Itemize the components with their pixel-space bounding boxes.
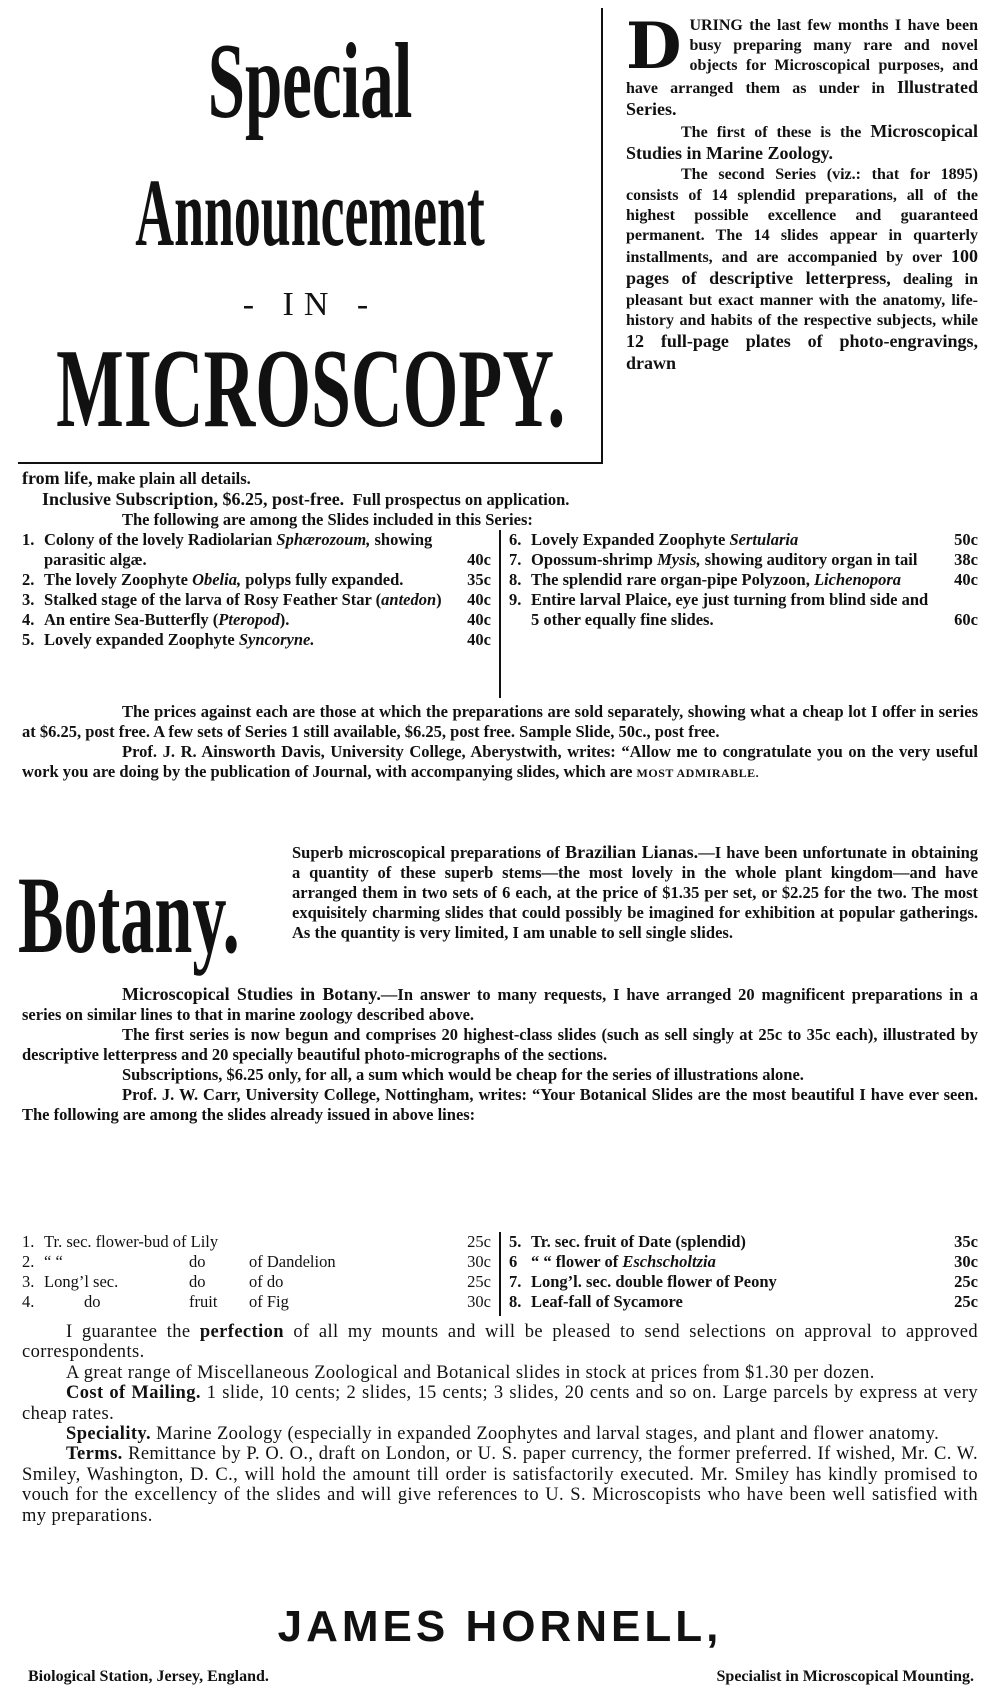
slide-col-2: do <box>189 1272 206 1291</box>
botany-series-paragraph: The first series is now begun and comprises 20 highest-class slides (such as sell singly at 25c to 35c each), illustrated by descriptive letterpress and 20 specially beautiful photo-micrographs of the sections. <box>22 1025 978 1064</box>
slide-number: 1. <box>22 1232 35 1251</box>
slide-description: Lovely expanded Zoophyte Syncoryne. <box>44 630 315 649</box>
continuation-line <box>22 468 978 489</box>
botany-slide-item <box>22 1292 491 1312</box>
botany-subscription-paragraph: Subscriptions, $6.25 only, for all, a sum which would be cheap for the series of illustrations alone. <box>122 1065 804 1084</box>
continuation-bold: from life, <box>22 468 93 488</box>
slide-item <box>22 570 491 590</box>
slide-description: Colony of the lovely Radiolarian Sphærozoum, showing parasitic algæ. <box>44 530 433 569</box>
slide-species: Eschscholtzia <box>622 1252 716 1271</box>
slide-col-1: Long’l sec. <box>44 1272 119 1291</box>
slide-species: antedon <box>381 590 437 609</box>
list-intro <box>22 510 978 530</box>
slide-price: 40c <box>467 610 491 629</box>
intro-bold-4: 12 full-page plates of photo-engravings, drawn <box>626 331 978 374</box>
intro-bold-1: Illustrated Series. <box>626 76 979 119</box>
slide-price: 25c <box>467 1232 491 1251</box>
intro-text-3: The second Series (viz.: that for 1895) consists of 14 splendid preparations, all of the highest possible excellence and guaranteed permanent. The 14 slides appear in quarterly installments, and are accompanied by over <box>626 166 978 267</box>
guarantee-paragraph <box>22 1322 978 1363</box>
slide-item <box>509 550 978 570</box>
intro-text-2: The first of these is the <box>681 124 862 142</box>
botany-list-left <box>22 1232 491 1316</box>
slide-price: 40c <box>467 550 491 569</box>
prices-note: The prices against each are those at which the preparations are sold separately, showing what a cheap lot I offer in series at $6.25, post free. A few sets of Series 1 still available, $6.25, post free. Sample Slide, 50c., post free. <box>22 702 978 741</box>
slide-description: Entire larval Plaice, eye just turning from blind side and 5 other equally fine slides. <box>530 590 929 629</box>
zoology-list-left <box>22 530 491 698</box>
slide-description: An entire Sea-Butterfly (Pteropod). <box>44 610 290 629</box>
title-special <box>18 14 603 144</box>
prices-and-testimonial <box>22 702 978 783</box>
zoology-slide-list <box>22 530 978 698</box>
slide-col-2: fruit <box>189 1292 218 1311</box>
guarantee-text-b: of all my mounts and will be pleased to send selections on approval to approved correspondents. <box>22 1322 978 1363</box>
subscription-bold: Inclusive Subscription, $6.25, post-free. <box>42 489 345 509</box>
speciality-paragraph <box>22 1424 978 1444</box>
slide-price: 30c <box>954 1252 978 1271</box>
advertiser-name: JAMES HORNELL, <box>277 1602 723 1651</box>
zoology-list-right <box>509 530 978 698</box>
list-intro-text: The following are among the Slides included in this Series: <box>122 510 533 529</box>
terms-text: Remittance by P. O. O., draft on London, or U. S. paper currency, the former preferred. If wished, Mr. C. W. Smiley, Washington, D. C., will hold the amount till order is satisfactorily executed. Mr. Smiley has kindly promised to vouch for the excellency of the slides and will give references to U. S. Microscopists who have been well satisfied with my preparations. <box>22 1444 978 1526</box>
botany-studies-text: —In answer to many requests, I have arranged 20 magnificent preparations in a series on similar lines to that in marine zoology described above. <box>22 985 978 1024</box>
slide-number: 9. <box>508 590 522 609</box>
slide-description: Opossum-shrimp Mysis, showing auditory organ in tail <box>530 550 918 569</box>
mailing-text: 1 slide, 10 cents; 2 slides, 15 cents; 3 slides, 20 cents and so on. Large parcels by express at very cheap rates. <box>22 1383 979 1424</box>
slide-price: 35c <box>954 1232 978 1251</box>
slide-number: 7. <box>508 550 522 569</box>
slide-price: 40c <box>954 570 978 589</box>
botany-title-text: Botany. <box>18 854 240 976</box>
intro-text-4: dealing in pleasant but exact manner with the anatomy, life-history and habits of the respective subjects, while <box>626 271 979 329</box>
stock-paragraph: A great range of Miscellaneous Zoological and Botanical slides in stock at prices from $1.30 per dozen. <box>66 1362 875 1383</box>
botany-slide-item <box>509 1252 978 1272</box>
slide-number: 5. <box>508 1232 522 1251</box>
slide-species: Pteropod <box>218 610 280 629</box>
terms-section <box>22 1322 978 1526</box>
botany-studies <box>22 984 978 1125</box>
slide-description <box>44 1292 445 1312</box>
title-microscopy-text: MICROSCOPY. <box>55 327 566 451</box>
botany-slide-item <box>22 1232 491 1252</box>
botany-studies-bold: Microscopical Studies in Botany. <box>122 984 381 1004</box>
slide-item <box>509 590 978 630</box>
botany-slide-item <box>509 1232 978 1252</box>
slide-description: Long’l. sec. double flower of Peony <box>530 1272 777 1291</box>
slide-col-3: of do <box>249 1272 284 1291</box>
title-in-text: - IN - <box>242 286 379 323</box>
slide-number: 4. <box>22 1292 35 1311</box>
intro-paragraph-2 <box>626 121 978 165</box>
slide-number: 4. <box>22 610 35 629</box>
lianas-bold: Brazilian Lianas. <box>565 842 699 862</box>
slide-price: 30c <box>467 1252 491 1271</box>
mailing-paragraph <box>22 1383 978 1424</box>
slide-description: Lovely Expanded Zoophyte Sertularia <box>530 530 799 549</box>
slide-number: 2. <box>22 1252 35 1271</box>
subscription-line <box>22 489 978 510</box>
slide-item <box>509 530 978 550</box>
intro-column <box>626 9 979 375</box>
slide-description: Leaf-fall of Sycamore <box>530 1292 683 1311</box>
testimonial-1 <box>22 742 978 783</box>
slide-price: 25c <box>954 1272 978 1291</box>
slide-number: 8. <box>508 570 522 589</box>
guarantee-text-a: I guarantee the <box>66 1322 191 1342</box>
slide-description: The splendid rare organ-pipe Polyzoon, Lichenopora <box>530 570 902 589</box>
botany-slide-item <box>509 1292 978 1312</box>
intro-paragraph-3 <box>626 165 978 375</box>
slide-price: 25c <box>467 1272 491 1291</box>
slide-description <box>44 1232 445 1252</box>
slide-price: 25c <box>954 1292 978 1311</box>
terms-paragraph <box>22 1444 978 1526</box>
slide-col-3: of Fig <box>249 1292 289 1311</box>
speciality-bold: Speciality. <box>66 1424 152 1445</box>
title-in <box>18 284 603 324</box>
intro-bold-3: 100 pages of descriptive letterpress, <box>626 246 979 289</box>
guarantee-bold: perfection <box>199 1322 284 1342</box>
botany-studies-paragraph <box>22 984 978 1025</box>
lianas-text-a: Superb microscopical preparations of <box>292 843 560 862</box>
slide-price: 40c <box>467 630 491 649</box>
slide-number: 8. <box>508 1292 522 1311</box>
slide-price: 30c <box>467 1292 491 1311</box>
slide-item <box>22 610 491 630</box>
slide-number: 6. <box>508 530 522 549</box>
advertiser-specialty: Specialist in Microscopical Mounting. <box>716 1668 974 1685</box>
slide-col-1: “ “ <box>44 1252 63 1271</box>
slide-number: 3. <box>22 590 35 609</box>
slide-description: “ “ flower of Eschscholtzia <box>530 1252 716 1271</box>
continuation-text: make plain all details. <box>96 469 251 488</box>
testimonial-1-smallcaps: MOST ADMIRABLE. <box>636 766 760 780</box>
botany-title <box>18 840 288 976</box>
slide-species: Lichenopora <box>813 570 902 589</box>
slide-price: 60c <box>954 610 978 629</box>
slide-number: 7. <box>508 1272 522 1291</box>
title-microscopy <box>18 327 603 454</box>
speciality-text: Marine Zoology (especially in expanded Zoophytes and larval stages, and plant and flower anatomy. <box>156 1424 940 1445</box>
slide-species: Sertularia <box>729 530 799 549</box>
title-announcement-text: Announcement <box>135 159 486 266</box>
testimonial-1-text: Prof. J. R. Ainsworth Davis, University College, Aberystwith, writes: “Allow me to congratulate you on the very useful work you are doing by the publication of Journal, with accompanying slides, which are <box>22 742 978 781</box>
title-announcement <box>18 158 603 268</box>
botany-slide-item <box>22 1252 491 1272</box>
title-special-text: Special <box>208 22 413 141</box>
slide-species: Mysis, <box>657 550 701 569</box>
slide-item <box>22 530 491 570</box>
botany-lianas-paragraph <box>292 842 978 943</box>
list-divider <box>499 530 501 698</box>
testimonial-2: Prof. J. W. Carr, University College, Nottingham, writes: “Your Botanical Slides are the most beautiful I have ever seen. The following are among the slides already issued in above lines: <box>22 1085 978 1124</box>
slide-col-3: of Dandelion <box>249 1252 336 1271</box>
slide-item <box>22 630 491 650</box>
list-divider <box>499 1232 501 1316</box>
slide-description: Stalked stage of the larva of Rosy Feather Star (antedon) <box>44 590 442 609</box>
slide-number: 1. <box>22 530 35 549</box>
intro-text-1: URING the last few months I have been busy preparing many rare and novel objects for Microscopical purposes, and have arranged them as under in <box>626 17 978 97</box>
title-box <box>18 8 603 464</box>
slide-col-1: do <box>84 1292 101 1311</box>
slide-col-1: Tr. sec. flower-bud of Lily <box>44 1232 219 1251</box>
advertiser-address: Biological Station, Jersey, England. <box>28 1668 269 1685</box>
mailing-bold: Cost of Mailing. <box>66 1383 201 1404</box>
slide-description: Tr. sec. fruit of Date (splendid) <box>530 1232 746 1251</box>
slide-number: 3. <box>22 1272 35 1291</box>
subscription-rest: Full prospectus on application. <box>352 490 570 509</box>
slide-price: 40c <box>467 590 491 609</box>
intro-continuation <box>22 468 978 530</box>
intro-bold-2: Microscopical Studies in Marine Zoology. <box>626 121 978 164</box>
slide-species: Obelia, <box>192 570 242 589</box>
slide-price: 50c <box>954 530 978 549</box>
slide-col-2: do <box>189 1252 206 1271</box>
botany-list-right <box>509 1232 978 1316</box>
intro-paragraph-1 <box>626 9 979 121</box>
slide-description: The lovely Zoophyte Obelia, polyps fully expanded. <box>44 570 404 589</box>
lianas-text-b: —I have been unfortunate in obtaining a quantity of these superb stems—the most lovely in the whole plant kingdom—and have arranged them in two sets of 6 each, at the price of $1.35 per set, or $2.25 for the two. The most exquisitely charming slides that could possibly be imagined for exhibition at popular gatherings. As the quantity is very limited, I am unable to sell single slides. <box>292 843 979 942</box>
slide-price: 38c <box>954 550 978 569</box>
slide-price: 35c <box>467 570 491 589</box>
slide-item <box>509 570 978 590</box>
terms-bold: Terms. <box>66 1444 123 1465</box>
slide-number: 6 <box>508 1252 518 1271</box>
slide-species: Syncoryne. <box>238 630 315 649</box>
slide-number: 5. <box>22 630 35 649</box>
botany-slide-list <box>22 1232 978 1316</box>
drop-cap: D <box>626 9 682 84</box>
slide-description <box>44 1252 445 1272</box>
slide-description <box>44 1272 445 1292</box>
botany-slide-item <box>509 1272 978 1292</box>
slide-item <box>22 590 491 610</box>
botany-slide-item <box>22 1272 491 1292</box>
slide-species: Sphærozoum, <box>276 530 371 549</box>
slide-number: 2. <box>22 570 35 589</box>
